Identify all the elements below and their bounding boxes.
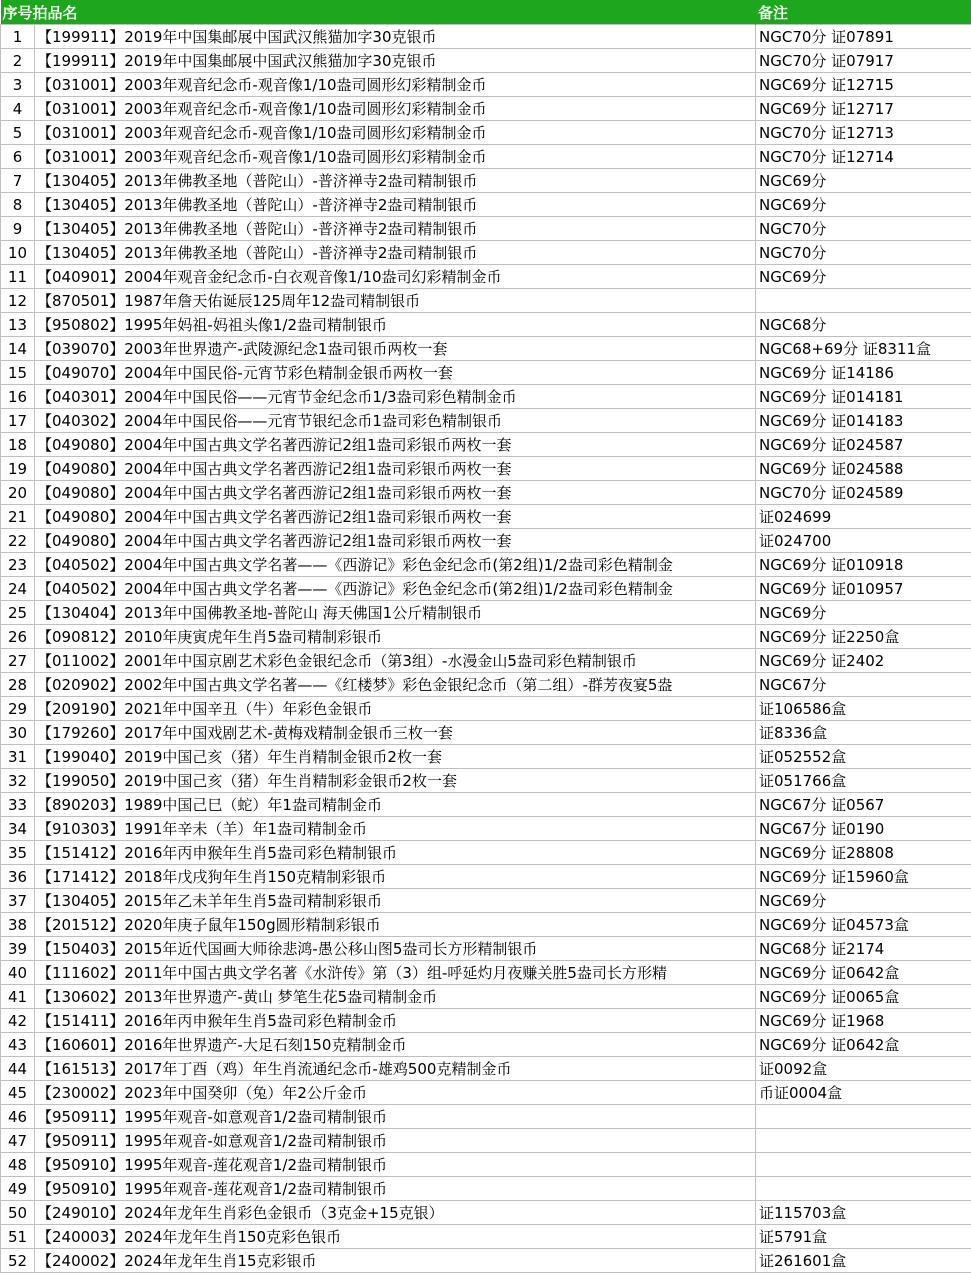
note-cell[interactable]: NGC70分 证12714 [756,145,971,169]
lot-name-cell[interactable]: 【249010】2024年龙年生肖彩色金银币（3克金+15克银） [35,1201,756,1225]
note-cell[interactable]: NGC70分 证024589 [756,481,971,505]
table-row[interactable] [1,337,971,361]
lot-name-cell[interactable]: 【199050】2019中国己亥（猪）年生肖精制彩金银币2枚一套 [35,769,756,793]
note-cell[interactable]: NGC69分 证12715 [756,73,971,97]
table-row[interactable] [1,1081,971,1105]
table-row[interactable] [1,745,971,769]
lot-name-cell[interactable]: 【111602】2011年中国古典文学名著《水浒传》第（3）组-呼延灼月夜赚关胜5盎司长方形精 [35,961,756,985]
table-row[interactable] [1,97,971,121]
header-row [1,0,971,25]
row-number-cell[interactable]: 42 [1,1009,35,1033]
note-cell[interactable]: NGC68分 [756,313,971,337]
header-name: 拍品名 [32,3,78,22]
row-number-cell[interactable]: 7 [1,169,35,193]
note-cell[interactable] [756,289,971,313]
table-row[interactable] [1,505,971,529]
lot-name-cell[interactable]: 【209190】2021年中国辛丑（牛）年彩色金银币 [35,697,756,721]
table-row[interactable] [1,385,971,409]
lot-name-cell[interactable]: 【031001】2003年观音纪念币-观音像1/10盎司圆形幻彩精制金币 [35,97,756,121]
table-row[interactable] [1,625,971,649]
lot-name-cell[interactable]: 【199911】2019年中国集邮展中国武汉熊猫加字30克银币 [35,25,756,49]
row-number-cell[interactable]: 34 [1,817,35,841]
table-row[interactable] [1,817,971,841]
lot-name-cell[interactable]: 【040901】2004年观音金纪念币-白衣观音像1/10盎司幻彩精制金币 [35,265,756,289]
table-row[interactable] [1,1153,971,1177]
note-cell[interactable]: 证051766盒 [756,769,971,793]
table-row[interactable] [1,1033,971,1057]
row-number-cell[interactable]: 16 [1,385,35,409]
note-cell[interactable] [756,1105,971,1129]
table-row[interactable] [1,1105,971,1129]
note-cell[interactable]: NGC69分 证15960盒 [756,865,971,889]
table-row[interactable] [1,553,971,577]
table-row[interactable] [1,1057,971,1081]
row-number-cell[interactable]: 31 [1,745,35,769]
row-number-cell[interactable]: 32 [1,769,35,793]
table-row[interactable] [1,433,971,457]
lot-name-cell[interactable]: 【049080】2004年中国古典文学名著西游记2组1盎司彩银币两枚一套 [35,529,756,553]
note-cell[interactable]: NGC69分 证010918 [756,553,971,577]
note-cell[interactable]: NGC69分 证2250盒 [756,625,971,649]
lot-name-cell[interactable]: 【049080】2004年中国古典文学名著西游记2组1盎司彩银币两枚一套 [35,505,756,529]
lot-name-cell[interactable]: 【199911】2019年中国集邮展中国武汉熊猫加字30克银币 [35,49,756,73]
table-row[interactable] [1,985,971,1009]
lot-name-cell[interactable]: 【161513】2017年丁酉（鸡）年生肖流通纪念币-雄鸡500克精制金币 [35,1057,756,1081]
table-row[interactable] [1,73,971,97]
note-cell[interactable]: NGC70分 证07917 [756,49,971,73]
row-number-cell[interactable]: 9 [1,217,35,241]
lot-name-cell[interactable]: 【130405】2013年佛教圣地（普陀山）-普济禅寺2盎司精制银币 [35,217,756,241]
header-no-name[interactable] [1,0,756,25]
lot-name-cell[interactable]: 【910303】1991年辛未（羊）年1盎司精制金币 [35,817,756,841]
table-row[interactable] [1,937,971,961]
note-cell[interactable]: NGC69分 [756,169,971,193]
table-row[interactable] [1,1249,971,1273]
row-number-cell[interactable]: 29 [1,697,35,721]
row-number-cell[interactable]: 48 [1,1153,35,1177]
table-row[interactable] [1,409,971,433]
row-number-cell[interactable]: 45 [1,1081,35,1105]
lot-name-cell[interactable]: 【130405】2013年佛教圣地（普陀山）-普济禅寺2盎司精制银币 [35,169,756,193]
note-cell[interactable]: 证5791盒 [756,1225,971,1249]
lot-name-cell[interactable]: 【031001】2003年观音纪念币-观音像1/10盎司圆形幻彩精制金币 [35,145,756,169]
note-cell[interactable]: NGC70分 [756,217,971,241]
table-row[interactable] [1,793,971,817]
table-row[interactable] [1,457,971,481]
row-number-cell[interactable]: 6 [1,145,35,169]
lot-name-cell[interactable]: 【950911】1995年观音-如意观音1/2盎司精制银币 [35,1105,756,1129]
lot-name-cell[interactable]: 【031001】2003年观音纪念币-观音像1/10盎司圆形幻彩精制金币 [35,121,756,145]
table-row[interactable] [1,913,971,937]
lot-name-cell[interactable]: 【039070】2003年世界遗产-武陵源纪念1盎司银币两枚一套 [35,337,756,361]
table-row[interactable] [1,169,971,193]
lot-name-cell[interactable]: 【240002】2024年龙年生肖15克彩银币 [35,1249,756,1273]
table-row[interactable] [1,313,971,337]
lot-name-cell[interactable]: 【160601】2016年世界遗产-大足石刻150克精制金币 [35,1033,756,1057]
row-number-cell[interactable]: 5 [1,121,35,145]
note-cell[interactable]: NGC70分 证12713 [756,121,971,145]
note-cell[interactable]: NGC69分 证28808 [756,841,971,865]
row-number-cell[interactable]: 2 [1,49,35,73]
lot-name-cell[interactable]: 【950802】1995年妈祖-妈祖头像1/2盎司精制银币 [35,313,756,337]
row-number-cell[interactable]: 19 [1,457,35,481]
lot-name-cell[interactable]: 【031001】2003年观音纪念币-观音像1/10盎司圆形幻彩精制金币 [35,73,756,97]
header-note[interactable]: 备注 [756,0,971,25]
note-cell[interactable]: NGC69分 证0642盒 [756,1033,971,1057]
note-cell[interactable]: 币证0004盒 [756,1081,971,1105]
note-cell[interactable]: NGC69分 [756,889,971,913]
lot-name-cell[interactable]: 【199040】2019中国己亥（猪）年生肖精制金银币2枚一套 [35,745,756,769]
note-cell[interactable]: NGC69分 证0065盒 [756,985,971,1009]
table-row[interactable] [1,529,971,553]
row-number-cell[interactable]: 28 [1,673,35,697]
row-number-cell[interactable]: 17 [1,409,35,433]
note-cell[interactable]: NGC69分 [756,193,971,217]
note-cell[interactable]: NGC67分 [756,673,971,697]
row-number-cell[interactable]: 10 [1,241,35,265]
row-number-cell[interactable]: 11 [1,265,35,289]
lot-name-cell[interactable]: 【870501】1987年詹天佑诞辰125周年12盎司精制银币 [35,289,756,313]
row-number-cell[interactable]: 14 [1,337,35,361]
note-cell[interactable]: NGC69分 证014183 [756,409,971,433]
row-number-cell[interactable]: 15 [1,361,35,385]
table-row[interactable] [1,241,971,265]
row-number-cell[interactable]: 39 [1,937,35,961]
note-cell[interactable]: 证024700 [756,529,971,553]
note-cell[interactable]: 证115703盒 [756,1201,971,1225]
lot-name-cell[interactable]: 【049080】2004年中国古典文学名著西游记2组1盎司彩银币两枚一套 [35,433,756,457]
row-number-cell[interactable]: 21 [1,505,35,529]
row-number-cell[interactable]: 8 [1,193,35,217]
note-cell[interactable]: NGC69分 证04573盒 [756,913,971,937]
lot-name-cell[interactable]: 【011002】2001年中国京剧艺术彩色金银纪念币（第3组）-水漫金山5盎司彩色精制银币 [35,649,756,673]
note-cell[interactable]: NGC69分 证14186 [756,361,971,385]
lot-name-cell[interactable]: 【049080】2004年中国古典文学名著西游记2组1盎司彩银币两枚一套 [35,457,756,481]
lot-name-cell[interactable]: 【230002】2023年中国癸卯（兔）年2公斤金币 [35,1081,756,1105]
row-number-cell[interactable]: 24 [1,577,35,601]
row-number-cell[interactable]: 37 [1,889,35,913]
table-row[interactable] [1,961,971,985]
table-row[interactable] [1,1129,971,1153]
table-row[interactable] [1,601,971,625]
row-number-cell[interactable]: 30 [1,721,35,745]
note-cell[interactable]: 证8336盒 [756,721,971,745]
note-cell[interactable]: NGC68分 证2174 [756,937,971,961]
lot-name-cell[interactable]: 【151411】2016年丙申猴年生肖5盎司彩色精制金币 [35,1009,756,1033]
table-row[interactable] [1,289,971,313]
note-cell[interactable]: NGC69分 证014181 [756,385,971,409]
lot-name-cell[interactable]: 【950910】1995年观音-莲花观音1/2盎司精制银币 [35,1153,756,1177]
note-cell[interactable]: 证0092盒 [756,1057,971,1081]
row-number-cell[interactable]: 50 [1,1201,35,1225]
lot-name-cell[interactable]: 【090812】2010年庚寅虎年生肖5盎司精制彩银币 [35,625,756,649]
table-row[interactable] [1,145,971,169]
row-number-cell[interactable]: 22 [1,529,35,553]
lot-name-cell[interactable]: 【130404】2013年中国佛教圣地-普陀山 海天佛国1公斤精制银币 [35,601,756,625]
note-cell[interactable]: 证024699 [756,505,971,529]
note-cell[interactable]: NGC67分 证0190 [756,817,971,841]
note-cell[interactable]: NGC69分 [756,265,971,289]
row-number-cell[interactable]: 3 [1,73,35,97]
row-number-cell[interactable]: 38 [1,913,35,937]
lot-name-cell[interactable]: 【950910】1995年观音-莲花观音1/2盎司精制银币 [35,1177,756,1201]
note-cell[interactable]: NGC69分 证010957 [756,577,971,601]
row-number-cell[interactable]: 47 [1,1129,35,1153]
header-no: 序号 [2,3,33,22]
row-number-cell[interactable]: 18 [1,433,35,457]
table-row[interactable] [1,697,971,721]
row-number-cell[interactable]: 51 [1,1225,35,1249]
row-number-cell[interactable]: 35 [1,841,35,865]
row-number-cell[interactable]: 20 [1,481,35,505]
row-number-cell[interactable]: 25 [1,601,35,625]
row-number-cell[interactable]: 49 [1,1177,35,1201]
note-cell[interactable]: NGC67分 证0567 [756,793,971,817]
table-row[interactable] [1,121,971,145]
table-row[interactable] [1,721,971,745]
row-number-cell[interactable]: 41 [1,985,35,1009]
note-cell[interactable]: 证106586盒 [756,697,971,721]
note-cell[interactable] [756,1129,971,1153]
row-number-cell[interactable]: 4 [1,97,35,121]
lot-name-cell[interactable]: 【040301】2004年中国民俗——元宵节金纪念币1/3盎司彩色精制金币 [35,385,756,409]
lot-name-cell[interactable]: 【020902】2002年中国古典文学名著——《红楼梦》彩色金银纪念币（第二组）-群芳夜宴5盎 [35,673,756,697]
row-number-cell[interactable]: 36 [1,865,35,889]
table-row[interactable] [1,193,971,217]
lot-name-cell[interactable]: 【130405】2015年乙未羊年生肖5盎司精制彩银币 [35,889,756,913]
note-cell[interactable]: NGC69分 证12717 [756,97,971,121]
row-number-cell[interactable]: 1 [1,25,35,49]
note-cell[interactable]: 证261601盒 [756,1249,971,1273]
table-row[interactable] [1,673,971,697]
row-number-cell[interactable]: 43 [1,1033,35,1057]
row-number-cell[interactable]: 40 [1,961,35,985]
row-number-cell[interactable]: 12 [1,289,35,313]
row-number-cell[interactable]: 27 [1,649,35,673]
table-row[interactable] [1,49,971,73]
table-row[interactable] [1,361,971,385]
note-cell[interactable]: NGC69分 证024588 [756,457,971,481]
note-cell[interactable]: NGC69分 证0642盒 [756,961,971,985]
table-row[interactable] [1,889,971,913]
note-cell[interactable]: 证052552盒 [756,745,971,769]
row-number-cell[interactable]: 52 [1,1249,35,1273]
lot-name-cell[interactable]: 【201512】2020年庚子鼠年150g圆形精制彩银币 [35,913,756,937]
note-cell[interactable]: NGC68+69分 证8311盒 [756,337,971,361]
lot-name-cell[interactable]: 【179260】2017年中国戏剧艺术-黄梅戏精制金银币三枚一套 [35,721,756,745]
lot-name-cell[interactable]: 【890203】1989中国己巳（蛇）年1盎司精制金币 [35,793,756,817]
row-number-cell[interactable]: 33 [1,793,35,817]
table-row[interactable] [1,1225,971,1249]
table-row[interactable] [1,865,971,889]
lot-name-cell[interactable]: 【130405】2013年佛教圣地（普陀山）-普济禅寺2盎司精制银币 [35,193,756,217]
lot-name-cell[interactable]: 【040502】2004年中国古典文学名著——《西游记》彩色金纪念币(第2组)1/2盎司彩色精制金 [35,577,756,601]
note-cell[interactable]: NGC70分 [756,241,971,265]
row-number-cell[interactable]: 26 [1,625,35,649]
lot-name-cell[interactable]: 【171412】2018年戊戌狗年生肖150克精制彩银币 [35,865,756,889]
row-number-cell[interactable]: 23 [1,553,35,577]
table-row[interactable] [1,1009,971,1033]
note-cell[interactable]: NGC70分 证07891 [756,25,971,49]
row-number-cell[interactable]: 44 [1,1057,35,1081]
note-cell[interactable] [756,1153,971,1177]
lot-name-cell[interactable]: 【130602】2013年世界遗产-黄山 梦笔生花5盎司精制金币 [35,985,756,1009]
lot-name-cell[interactable]: 【950911】1995年观音-如意观音1/2盎司精制银币 [35,1129,756,1153]
note-cell[interactable] [756,1177,971,1201]
table-row[interactable] [1,265,971,289]
lot-name-cell[interactable]: 【040502】2004年中国古典文学名著——《西游记》彩色金纪念币(第2组)1/2盎司彩色精制金 [35,553,756,577]
table-row[interactable] [1,1177,971,1201]
table-row[interactable] [1,481,971,505]
row-number-cell[interactable]: 46 [1,1105,35,1129]
table-row[interactable] [1,577,971,601]
table-row[interactable] [1,841,971,865]
table-row[interactable] [1,769,971,793]
note-cell[interactable]: NGC69分 证1968 [756,1009,971,1033]
lot-name-cell[interactable]: 【049080】2004年中国古典文学名著西游记2组1盎司彩银币两枚一套 [35,481,756,505]
lot-name-cell[interactable]: 【040302】2004年中国民俗——元宵节银纪念币1盎司彩色精制银币 [35,409,756,433]
row-number-cell[interactable]: 13 [1,313,35,337]
table-row[interactable] [1,25,971,49]
lot-name-cell[interactable]: 【240003】2024年龙年生肖150克彩色银币 [35,1225,756,1249]
table-row[interactable] [1,217,971,241]
lot-name-cell[interactable]: 【150403】2015年近代国画大师徐悲鸿-愚公移山图5盎司长方形精制银币 [35,937,756,961]
lot-name-cell[interactable]: 【049070】2004年中国民俗-元宵节彩色精制金银币两枚一套 [35,361,756,385]
note-cell[interactable]: NGC69分 证024587 [756,433,971,457]
note-cell[interactable]: NGC69分 证2402 [756,649,971,673]
note-cell[interactable]: NGC69分 [756,601,971,625]
table-row[interactable] [1,649,971,673]
lot-name-cell[interactable]: 【151412】2016年丙申猴年生肖5盎司彩色精制银币 [35,841,756,865]
lot-name-cell[interactable]: 【130405】2013年佛教圣地（普陀山）-普济禅寺2盎司精制银币 [35,241,756,265]
table-row[interactable] [1,1201,971,1225]
